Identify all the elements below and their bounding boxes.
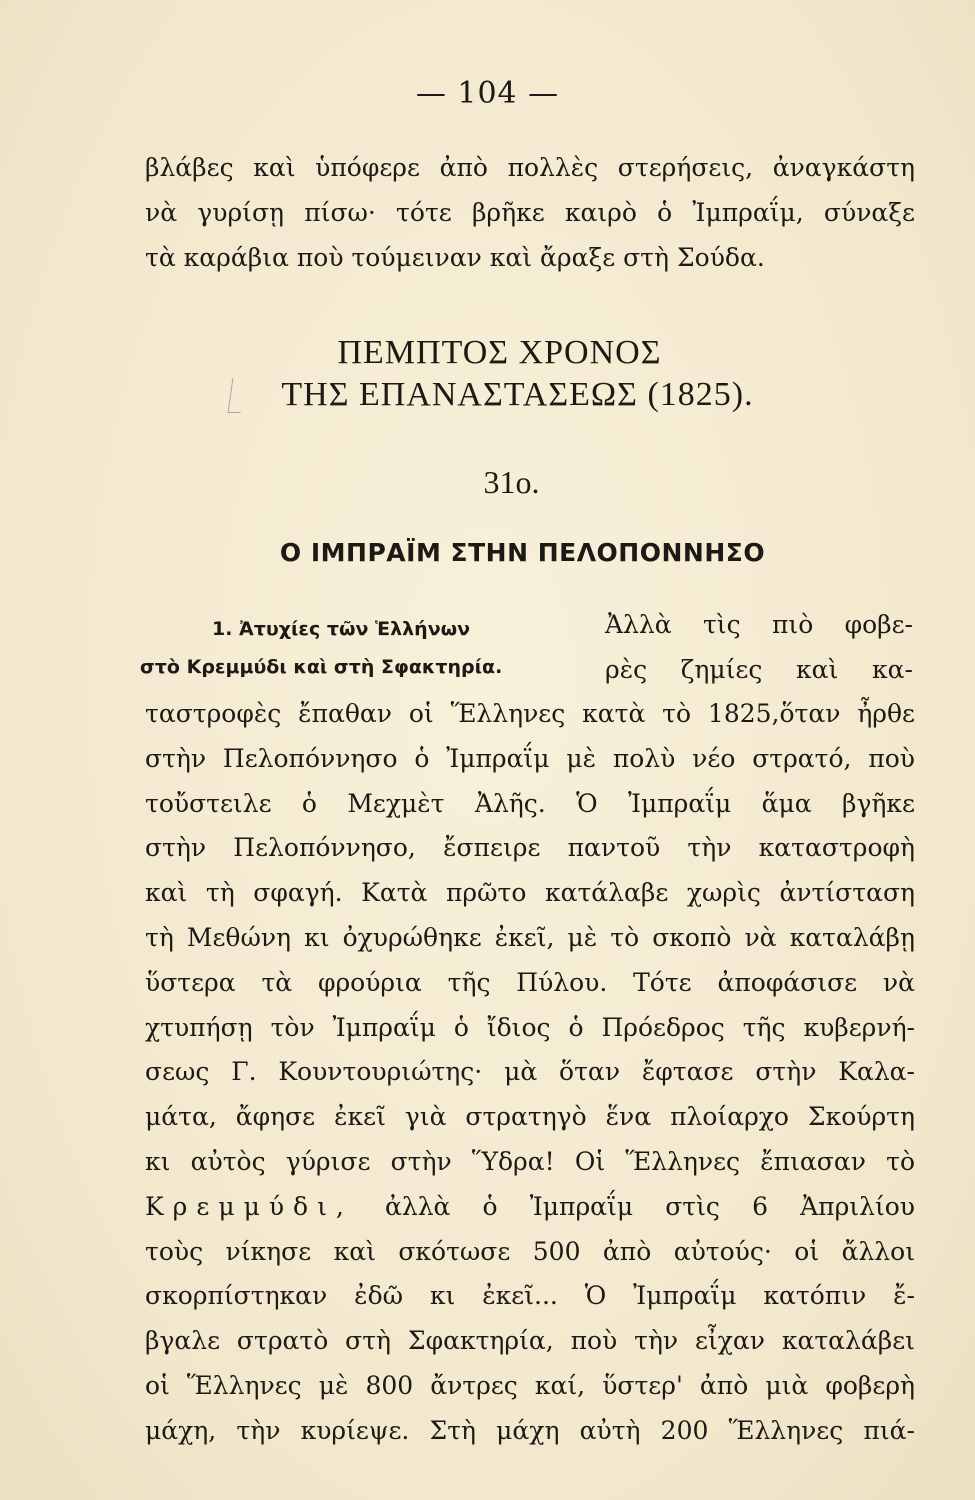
- chapter-title-line-2: ΤΗΣ ΕΠΑΝΑΣΤΑΣΕΩΣ (1825).: [281, 376, 754, 413]
- text-line: βλάβες καὶ ὑπόφερε ἀπὸ πολλὲς στερήσεις, ἀναγκάστη: [145, 153, 915, 182]
- text-line: στὴν Πελοπόννησο, ἔσπειρε παντοῦ τὴν καταστροφὴ: [145, 833, 915, 863]
- text-line: κι αὐτὸς γύρισε στὴν Ὕδρα! Οἱ Ἕλληνες ἔπιασαν τὸ: [145, 1146, 915, 1176]
- text-line: τοὺς νίκησε καὶ σκότωσε 500 ἀπὸ αὐτούς· οἱ ἄλλοι: [145, 1236, 915, 1266]
- side-note-line-2: στὸ Κρεμμύδι καὶ στὴ Σφακτηρία.: [140, 656, 503, 678]
- text-line: νὰ γυρίσῃ πίσω· τότε βρῆκε καιρὸ ὁ Ἰμπραΐμ, σύναξε: [145, 197, 915, 227]
- text-line: τὰ καράβια ποὺ τούμειναν καὶ ἄραξε στὴ Σούδα.: [145, 242, 765, 272]
- text-line-rest: ἀλλὰ ὁ Ἰμπραΐμ στὶς 6 Ἀπριλίου: [384, 1191, 915, 1221]
- text-line: τοὔστειλε ὁ Μεχμὲτ Ἀλῆς. Ὁ Ἰμπραΐμ ἅμα βγῆκε: [145, 788, 915, 818]
- body-paragraph: [145, 692, 915, 1454]
- text-line: σκορπίστηκαν ἐδῶ κι ἐκεῖ... Ὁ Ἰμπραΐμ κατόπιν ἔ-: [145, 1281, 915, 1311]
- section-heading: Ο ΙΜΠΡΑΪΜ ΣΤΗΝ ΠΕΛΟΠΟΝΝΗΣΟ: [279, 538, 766, 567]
- side-note: [140, 610, 580, 686]
- text-line: ρὲς ζημίες καὶ κα-: [605, 654, 913, 684]
- text-line-kremmydi: [145, 1185, 915, 1230]
- text-line: Ἀλλὰ τὶς πιὸ φοβε-: [605, 610, 913, 639]
- text-line: χτυπήσῃ τὸν Ἰμπραΐμ ὁ ἴδιος ὁ Πρόεδρος τῆς κυβερνή-: [145, 1012, 915, 1042]
- text-line: ὕστερα τὰ φρούρια τῆς Πύλου. Τότε ἀποφάσισε νὰ: [145, 967, 915, 997]
- page-number: — 104 —: [415, 76, 560, 111]
- text-line: μάτα, ἄφησε ἐκεῖ γιὰ στρατηγὸ ἕνα πλοίαρχο Σκούρτη: [145, 1102, 915, 1132]
- text-line: οἱ Ἕλληνες μὲ 800 ἄντρες καί, ὕστερ' ἀπὸ μιὰ φοβερὴ: [145, 1370, 915, 1400]
- text-line: μάχη, τὴν κυρίεψε. Στὴ μάχη αὐτὴ 200 Ἕλληνες πιά-: [145, 1415, 915, 1445]
- text-line: τὴ Μεθώνη κι ὀχυρώθηκε ἐκεῖ, μὲ τὸ σκοπὸ νὰ καταλάβῃ: [145, 922, 915, 952]
- text-line: στὴν Πελοπόννησο ὁ Ἰμπραΐμ μὲ πολὺ νέο στρατό, ποὺ: [145, 743, 915, 773]
- text-line: καὶ τὴ σφαγή. Κατὰ πρῶτο κατάλαβε χωρὶς ἀντίσταση: [145, 878, 915, 908]
- intro-paragraph: [145, 146, 915, 280]
- text-line: βγαλε στρατὸ στὴ Σφακτηρία, ποὺ τὴν εἶχαν καταλάβει: [145, 1326, 915, 1356]
- text-line: ταστροφὲς ἔπαθαν οἱ Ἕλληνες κατὰ τὸ 1825,ὅταν ἦρθε: [145, 699, 915, 728]
- chapter-title-line-1: ΠΕΜΠΤΟΣ ΧΡΟΝΟΣ: [337, 334, 662, 371]
- text-line: σεως Γ. Κουντουριώτης· μὰ ὅταν ἔφτασε στὴν Καλα-: [145, 1057, 915, 1087]
- paragraph-start: [605, 603, 913, 693]
- section-number: 31ο.: [483, 464, 540, 500]
- spaced-place-name: Κρεμμύδι,: [145, 1191, 353, 1221]
- side-note-line-1: 1. Ἀτυχίες τῶν Ἑλλήνων: [212, 618, 471, 640]
